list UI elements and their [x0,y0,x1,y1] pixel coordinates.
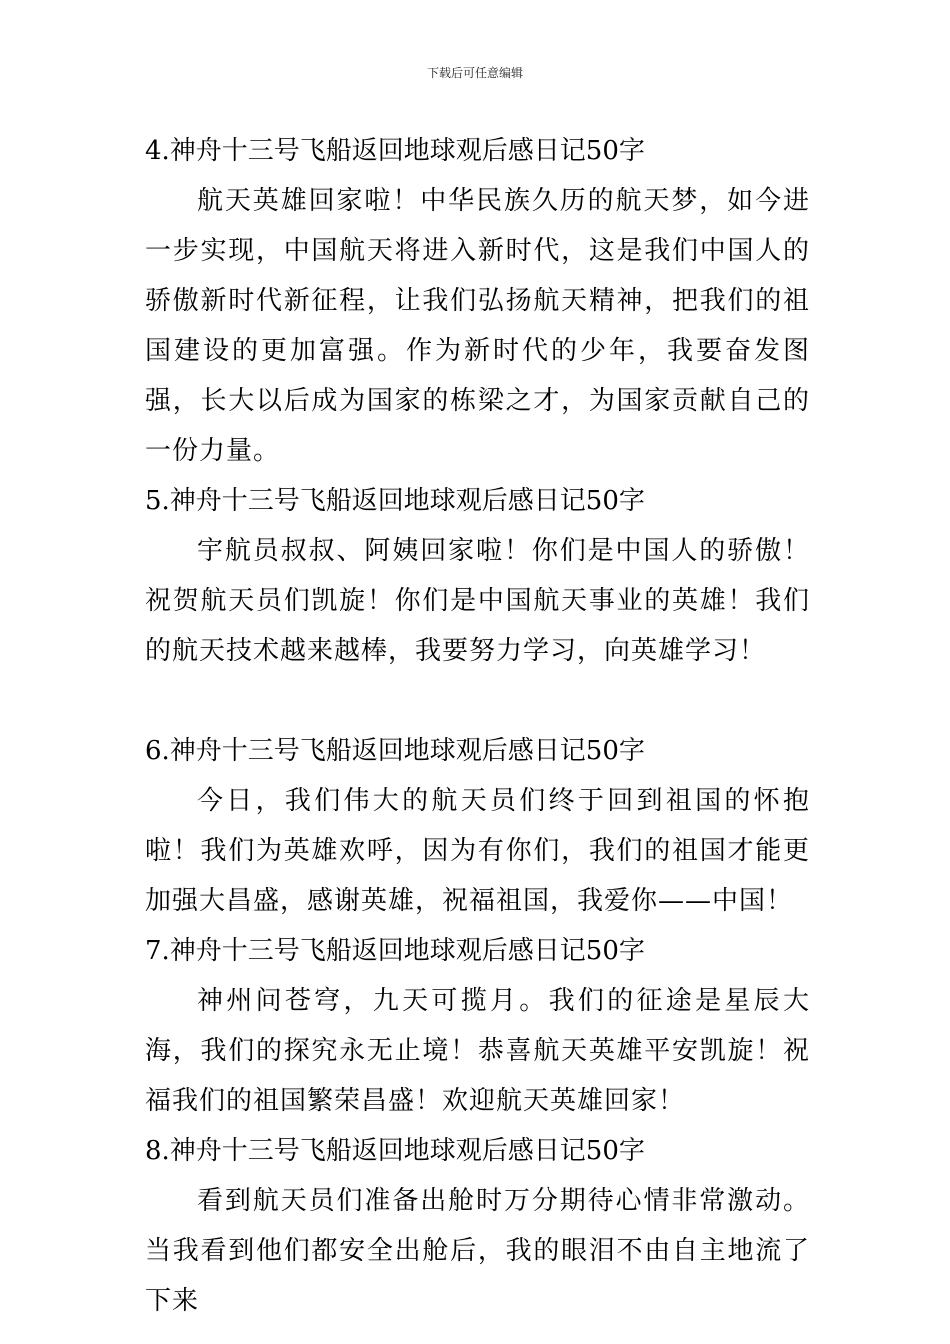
section-title: 7.神舟十三号飞船返回地球观后感日记50字 [145,936,645,966]
page-header: 下载后可任意编辑 [426,66,523,80]
section-5 [145,476,810,676]
section-title: 5.神舟十三号飞船返回地球观后感日记50字 [145,486,645,516]
section-paragraph: 神州问苍穹，九天可揽月。我们的征途是星辰大海，我们的探究永无止境！恭喜航天英雄平安凯旋！祝福我们的祖国繁荣昌盛！欢迎航天英雄回家！ [145,986,810,1116]
section-8 [145,1126,810,1326]
document-body [145,126,810,1326]
section-6 [145,726,810,926]
section-title: 8.神舟十三号飞船返回地球观后感日记50字 [145,1136,645,1166]
blank-line [145,676,810,726]
section-title: 4.神舟十三号飞船返回地球观后感日记50字 [145,136,645,166]
section-7 [145,926,810,1126]
section-paragraph: 今日，我们伟大的航天员们终于回到祖国的怀抱啦！我们为英雄欢呼，因为有你们，我们的祖国才能更加强大昌盛，感谢英雄，祝福祖国，我爱你——中国！ [145,786,810,916]
section-title: 6.神舟十三号飞船返回地球观后感日记50字 [145,736,645,766]
section-paragraph: 航天英雄回家啦！中华民族久历的航天梦，如今进一步实现，中国航天将进入新时代，这是我们中国人的骄傲新时代新征程，让我们弘扬航天精神，把我们的祖国建设的更加富强。作为新时代的少年，我要奋发图强，长大以后成为国家的栋梁之才，为国家贡献自己的一份力量。 [145,186,810,466]
section-paragraph: 宇航员叔叔、阿姨回家啦！你们是中国人的骄傲！祝贺航天员们凯旋！你们是中国航天事业的英雄！我们的航天技术越来越棒，我要努力学习，向英雄学习！ [145,536,810,666]
section-4 [145,126,810,476]
section-paragraph: 看到航天员们准备出舱时万分期待心情非常激动。当我看到他们都安全出舱后，我的眼泪不由自主地流了下来 [145,1186,810,1316]
